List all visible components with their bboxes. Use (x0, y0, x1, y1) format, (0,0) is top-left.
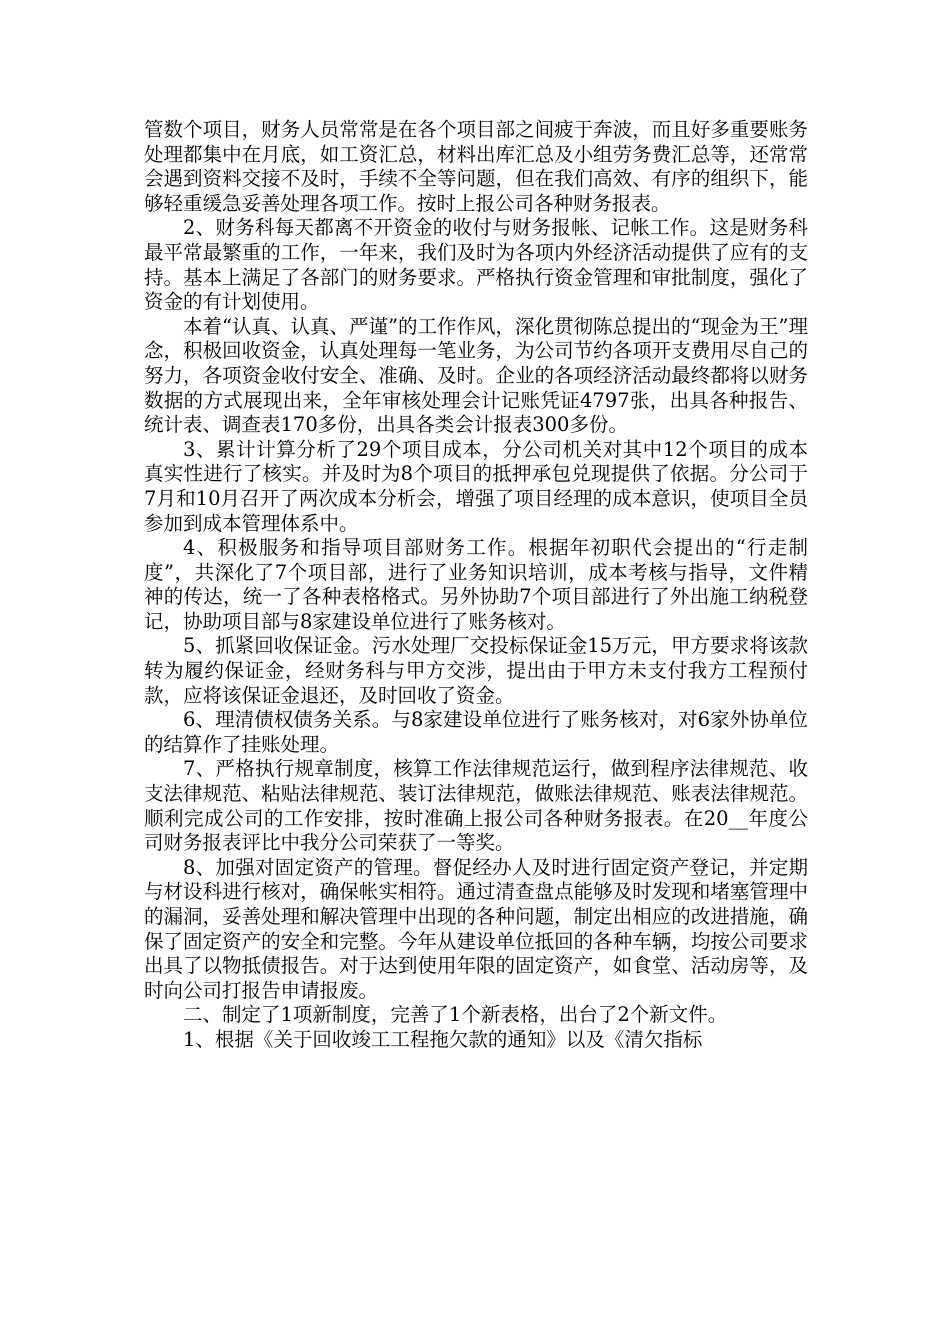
paragraph-project-finance: 管数个项目，财务人员常常是在各个项目部之间疲于奔波，而且好多重要账务处理都集中在月底，如工资汇总，材料出库汇总及小组劳务费汇总等，还常常会遇到资料交接不及时，手续不全等问题，但在我们高效、有序的组织下，能够轻重缓急妥善处理各项工作。按时上报公司各种财务报表。 (144, 118, 808, 215)
paragraph-item-7-regulations: 7、严格执行规章制度，核算工作法律规范运行，做到程序法律规范、收支法律规范、粘贴法律规范、装订法律规范，做账法律规范、账表法律规范。顺利完成公司的工作安排，按时准确上报公司各种财务报表。在20__年度公司财务报表评比中我分公司荣获了一等奖。 (144, 757, 808, 855)
paragraph-item-5-deposit: 5、抓紧回收保证金。污水处理厂交投标保证金15万元，甲方要求将该款转为履约保证金，经财务科与甲方交涉，提出由于甲方未支付我方工程预付款，应将该保证金退还，及时回收了资金。 (144, 634, 808, 707)
paragraph-item-4-guidance: 4、积极服务和指导项目部财务工作。根据年初职代会提出的“行走制度”，共深化了7个项目部，进行了业务知识培训，成本考核与指导，文件精神的传达，统一了各种表格格式。另外协助7个项目部进行了外出施工纳税登记，协助项目部与8家建设单位进行了账务核对。 (144, 536, 808, 633)
section-heading-new-systems: 二、制定了1项新制度，完善了1个新表格，出台了2个新文件。 (183, 1003, 728, 1027)
document-body (144, 118, 808, 1053)
paragraph-item-8-fixed-assets: 8、加强对固定资产的管理。督促经办人及时进行固定资产登记，并定期与材设科进行核对，确保帐实相符。通过清查盘点能够及时发现和堵塞管理中的漏洞，妥善处理和解决管理中出现的各种问题，制定出相应的改进措施，确保了固定资产的安全和完整。今年从建设单位抵回的各种车辆，均按公司要求出具了以物抵债报告。对于达到使用年限的固定资产，如食堂、活动房等，及时向公司打报告申请报废。 (144, 855, 808, 1002)
paragraph-work-style: 本着“认真、认真、严谨”的工作作风，深化贯彻陈总提出的“现金为王”理念，积极回收资金，认真处理每一笔业务，为公司节约各项开支费用尽自己的努力，各项资金收付安全、准确、及时。企业的各项经济活动最终都将以财务数据的方式展现出来，全年审核处理会计记账凭证4797张，出具各种报告、统计表、调查表170多份，出具各类会计报表300多份。 (144, 314, 808, 437)
paragraph-item-6-debts: 6、理清债权债务关系。与8家建设单位进行了账务核对，对6家外协单位的结算作了挂账处理。 (144, 708, 808, 756)
paragraph-item-1-receivables: 1、根据《关于回收竣工工程拖欠款的通知》以及《清欠指标 (183, 1027, 703, 1051)
paragraph-item-3-cost-analysis: 3、累计计算分析了29个项目成本，分公司机关对其中12个项目的成本真实性进行了核实。并及时为8个项目的抵押承包兑现提供了依据。分公司于7月和10月召开了两次成本分析会，增强了项目经理的成本意识，使项目全员参加到成本管理体系中。 (144, 437, 808, 535)
paragraph-item-2-payments: 2、财务科每天都离不开资金的收付与财务报帐、记帐工作。这是财务科最平常最繁重的工作，一年来，我们及时为各项内外经济活动提供了应有的支持。基本上满足了各部门的财务要求。严格执行资金管理和审批制度，强化了资金的有计划使用。 (144, 216, 808, 314)
